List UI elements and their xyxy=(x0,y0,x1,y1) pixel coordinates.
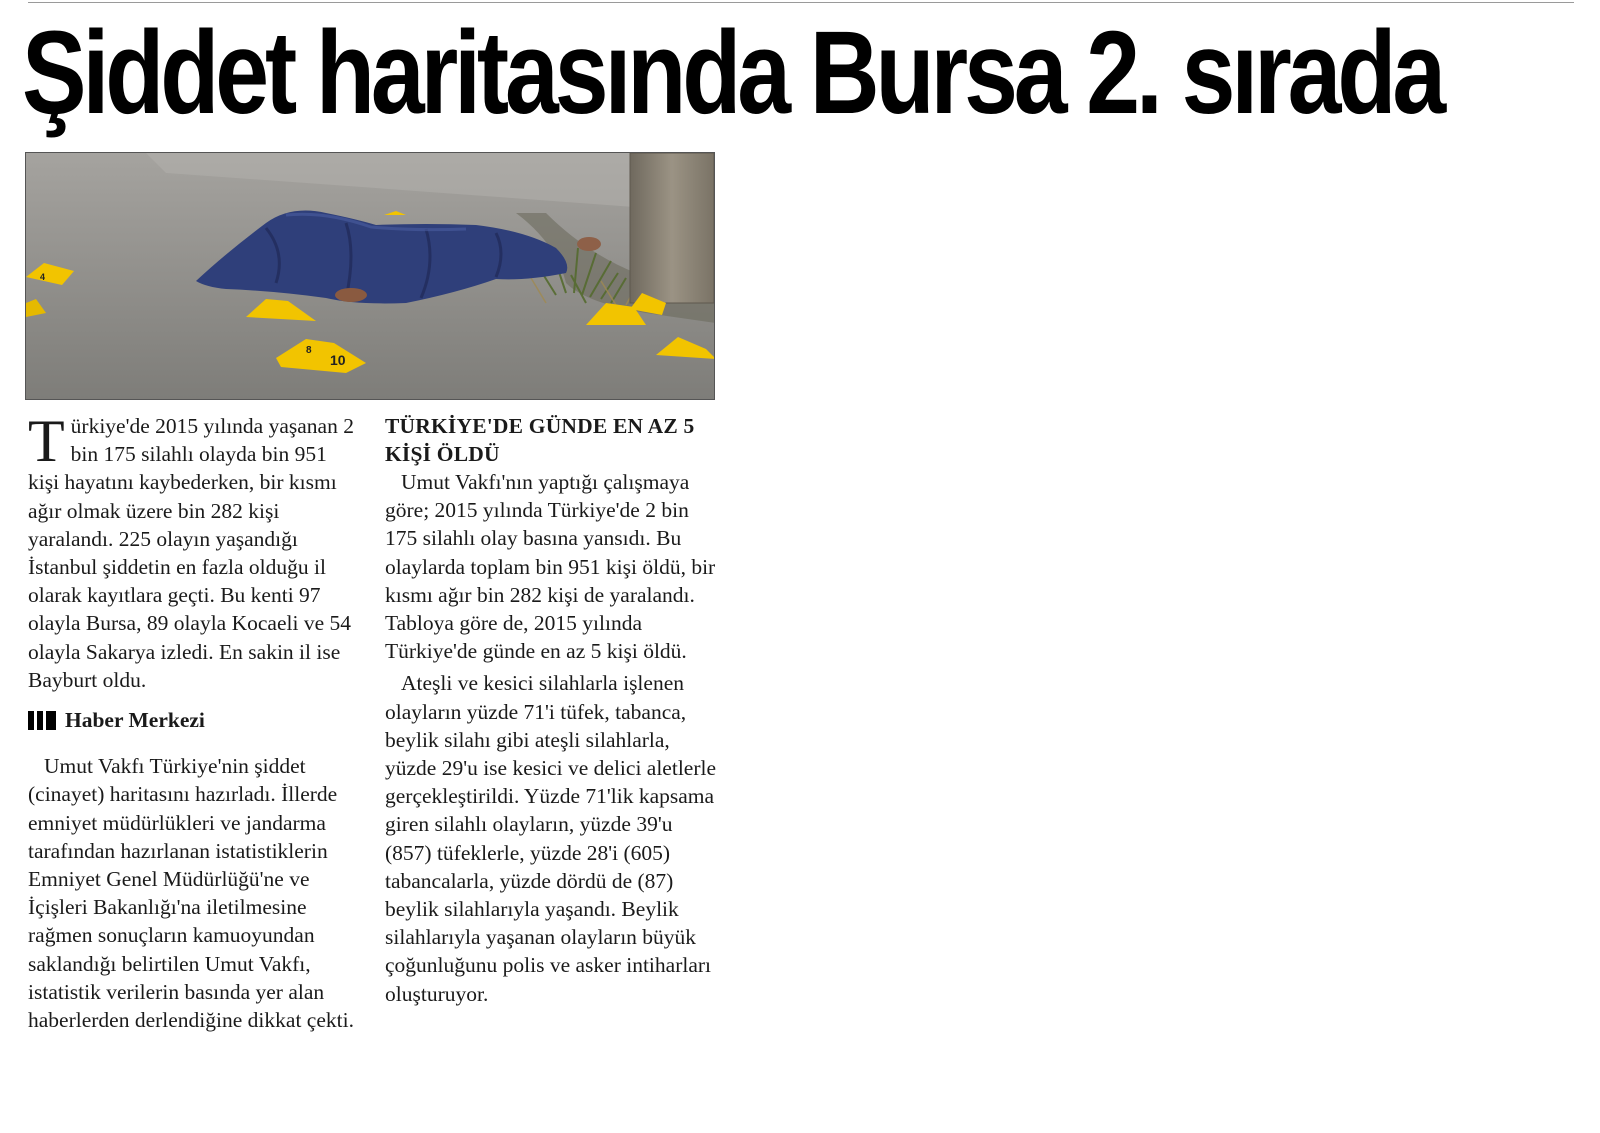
hand xyxy=(577,237,601,251)
dropcap: T xyxy=(28,408,65,474)
marker-number: 4 xyxy=(40,272,46,282)
headline: Şiddet haritasında Bursa 2. sırada xyxy=(22,7,1443,139)
byline-bars-icon xyxy=(28,711,59,730)
body-paragraph: Umut Vakfı'nın yaptığı çalışmaya göre; 2015 yılında Türkiye'de 2 bin 175 silahlı olay basına yansıdı. Bu olaylarda toplam bin 951 kişi öldü, bir kısmı ağır bin 282 kişi de yaralandı. Tabloya göre de, 2015 yılında Türkiye'de günde en az 5 kişi öldü. xyxy=(385,470,716,664)
top-rule xyxy=(28,2,1574,3)
subheading: TÜRKİYE'DE GÜNDE EN AZ 5 KİŞİ ÖLDÜ xyxy=(385,414,695,466)
byline xyxy=(28,706,363,734)
hand xyxy=(335,288,367,302)
column-2 xyxy=(385,412,720,1008)
lead-text: ürkiye'de 2015 yılında yaşanan 2 bin 175 silahlı olayda bin 951 kişi hayatını kaybederken, bir kısmı ağır olmak üzere bin 282 kişi yaralandı. 225 olayın yaşandığı İstanbul şiddetin en fazla olduğu il olarak kayıtlara geçti. Bu kenti 97 olayla Bursa, 89 olayla Kocaeli ve 54 olayla Sakarya izledi. En sakin il ise Bayburt oldu. xyxy=(28,414,354,692)
lead-paragraph xyxy=(28,408,363,694)
body-paragraph: Ateşli ve kesici silahlarla işlenen olayların yüzde 71'i tüfek, tabanca, beylik silahı gibi ateşli silahlarla, yüzde 29'u ise kesici ve delici aletlerle gerçekleştirildi. Yüzde 71'lik kapsama giren silahlı olayların, yüzde 39'u (857) tüfeklerle, yüzde 28'i (605) tabancalarla, yüzde dördü de (87) beylik silahlarıyla yaşandı. Beylik silahlarıyla yaşanan olayların büyük çoğunluğunu polis ve asker intiharları oluşturuyor. xyxy=(385,671,717,1006)
concrete-pole xyxy=(630,153,714,303)
crime-scene-photo xyxy=(25,152,715,400)
column-1 xyxy=(28,408,363,1034)
marker-number: 8 xyxy=(306,345,312,356)
marker-number: 10 xyxy=(330,352,346,368)
body-paragraph: Umut Vakfı Türkiye'nin şiddet (cinayet) haritasını hazırladı. İllerde emniyet müdürlükleri ve jandarma tarafından hazırlanan istatistiklerin Emniyet Genel Müdürlüğü'ne ve İçişleri Bakanlığı'na iletilmesine rağmen sonuçların kamuoyundan saklandığı belirtilen Umut Vakfı, istatistik verilerin basında yer alan haberlerden derlendiğine dikkat çekti. xyxy=(28,754,354,1033)
byline-text: Haber Merkezi xyxy=(65,708,205,733)
